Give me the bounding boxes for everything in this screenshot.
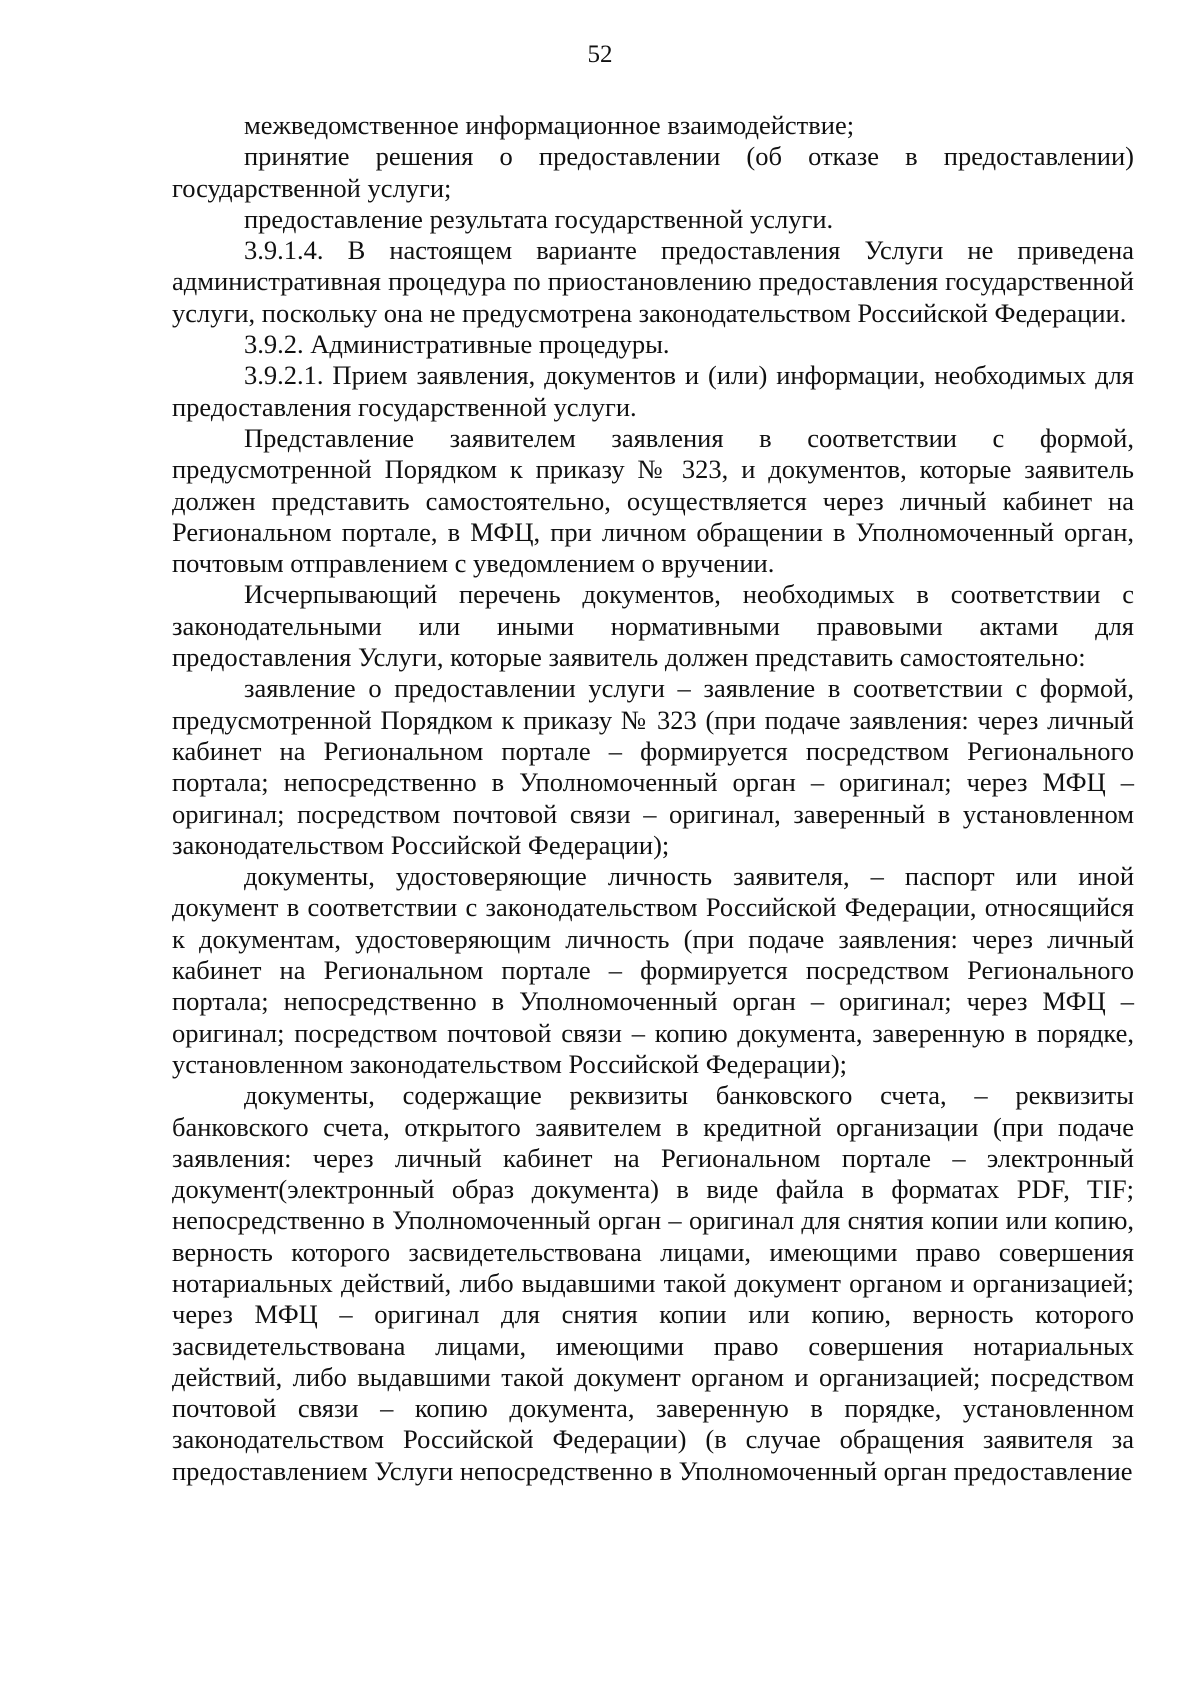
- document-body: [172, 110, 1134, 1487]
- paragraph-3-9-2-1: 3.9.2.1. Прием заявления, документов и (или) информации, необходимых для предоставления государственной услуги.: [172, 360, 1134, 422]
- paragraph-application-document: заявление о предоставлении услуги – заявление в соответствии с формой, предусмотренной Порядком к приказу № 323 (при подаче заявления: через личный кабинет на Региональном портале – формируется посредством Регионального портала; непосредственно в Уполномоченный орган – оригинал; через МФЦ – оригинал; посредством почтовой связи – оригинал, заверенный в установленном законодательством Российской Федерации);: [172, 673, 1134, 860]
- paragraph-bank-details-documents: документы, содержащие реквизиты банковского счета, – реквизиты банковского счета, открытого заявителем в кредитной организации (при подаче заявления: через личный кабинет на Региональном портале – электронный документ(электронный образ документа) в виде файла в форматах PDF, TIF; непосредственно в Уполномоченный орган – оригинал для снятия копии или копию, верность которого засвидетельствована лицами, имеющими право совершения нотариальных действий, либо выдавшими такой документ органом и организацией; через МФЦ – оригинал для снятия копии или копию, верность которого засвидетельствована лицами, имеющими право совершения нотариальных действий, либо выдавшими такой документ органом и организацией; посредством почтовой связи – копию документа, заверенную в порядке, установленном законодательством Российской Федерации) (в случае обращения заявителя за предоставлением Услуги непосредственно в Уполномоченный орган предоставление: [172, 1080, 1134, 1486]
- paragraph-result-provision: предоставление результата государственной услуги.: [244, 203, 834, 234]
- paragraph-interagency-interaction: межведомственное информационное взаимодействие;: [244, 110, 855, 140]
- paragraph-identity-documents: документы, удостоверяющие личность заявителя, – паспорт или иной документ в соответствии с законодательством Российской Федерации, относящийся к документам, удостоверяющим личность (при подаче заявления: через личный кабинет на Региональном портале – формируется посредством Регионального портала; непосредственно в Уполномоченный орган – оригинал; через МФЦ – оригинал; посредством почтовой связи – копию документа, заверенную в порядке, установленном законодательством Российской Федерации);: [172, 861, 1134, 1079]
- paragraph-documents-list-intro: Исчерпывающий перечень документов, необходимых в соответствии с законодательными или иными нормативными правовыми актами для предоставления Услуги, которые заявитель должен представить самостоятельно:: [172, 579, 1134, 673]
- page-number: 52: [587, 41, 613, 68]
- paragraph-submission-channels: Представление заявителем заявления в соответствии с формой, предусмотренной Порядком к приказу № 323, и документов, которые заявитель должен представить самостоятельно, осуществляется через личный кабинет на Региональном портале, в МФЦ, при личном обращении в Уполномоченный орган, почтовым отправлением с уведомлением о вручении.: [172, 422, 1134, 579]
- paragraph-3-9-1-4: 3.9.1.4. В настоящем варианте предоставления Услуги не приведена административная процедура по приостановлению предоставления государственной услуги, поскольку она не предусмотрена законодательством Российской Федерации.: [172, 235, 1134, 328]
- paragraph-decision-making: принятие решения о предоставлении (об отказе в предоставлении) государственной услуги;: [172, 141, 1134, 203]
- paragraph-3-9-2-heading: 3.9.2. Административные процедуры.: [244, 329, 670, 360]
